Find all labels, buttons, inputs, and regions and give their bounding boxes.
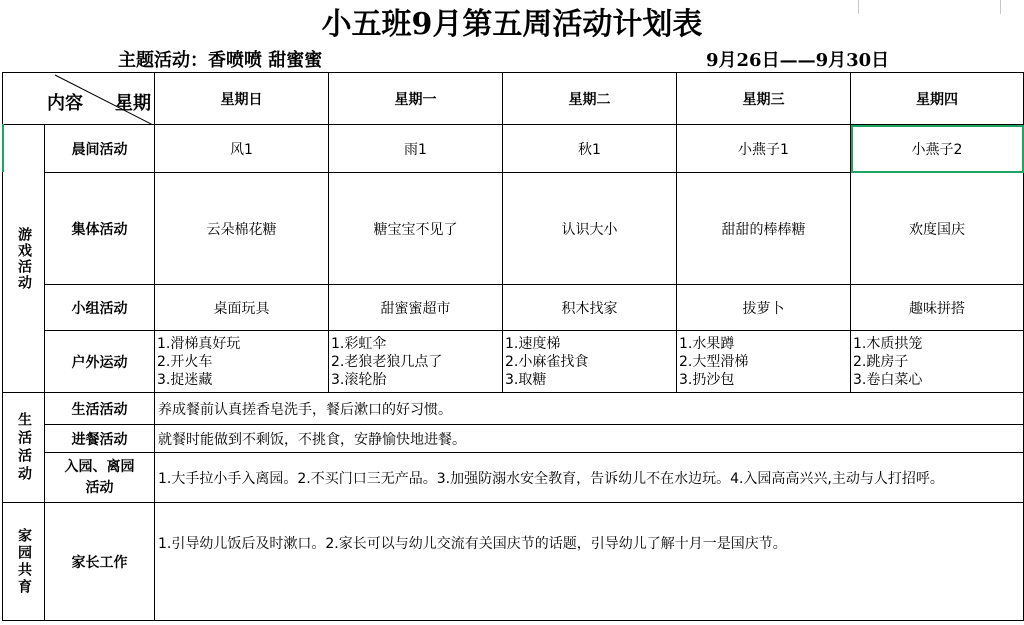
activity-plan-table [2,72,1024,621]
list-item: 3.取糖 [505,371,547,388]
row-label-entry-line: 活动 [85,479,114,496]
section-home-text: 家园共育 [16,527,32,596]
table-cell[interactable]: 拔萝卜 [677,285,851,331]
page-title: 小五班9月第五周活动计划表 [321,7,703,42]
table-cell[interactable]: 雨1 [329,125,503,173]
row-label-group[interactable]: 集体活动 [45,173,155,285]
row-label-meal[interactable]: 进餐活动 [45,425,155,453]
small-group-row [3,285,1024,331]
header-row [3,73,1024,125]
selected-cell[interactable]: 小燕子2 [851,125,1024,173]
home-row [3,503,1024,621]
table-cell[interactable]: 风1 [155,125,329,173]
table-cell[interactable]: 1.大手拉小手入离园。2.不买门口三无产品。3.加强防溺水安全教育，告诉幼儿不在水边玩。4.入园高高兴兴,主动与人打招呼。 [155,453,1024,503]
table-cell[interactable] [851,331,1024,393]
theme-label: 主题活动：香喷喷 甜蜜蜜 [118,50,323,71]
table-cell[interactable]: 1.引导幼儿饭后及时漱口。2.家长可以与幼儿交流有关国庆节的话题，引导幼儿了解十月一是国庆节。 [155,503,1024,621]
day-header[interactable]: 星期四 [851,73,1024,125]
table-cell[interactable] [503,331,677,393]
table-cell[interactable]: 积木找家 [503,285,677,331]
section-game-text: 游戏活动 [16,226,32,291]
list-item: 2.小麻雀找食 [505,353,589,370]
list-item: 2.开火车 [157,353,213,370]
table-cell[interactable] [155,331,329,393]
living-row [3,393,1024,425]
list-item: 2.跳房子 [853,353,909,370]
row-label-outdoor[interactable]: 户外运动 [45,331,155,393]
table-cell[interactable]: 桌面玩具 [155,285,329,331]
table-cell[interactable]: 趣味拼搭 [851,285,1024,331]
table-cell[interactable]: 云朵棉花糖 [155,173,329,285]
corner-header-cell[interactable] [3,73,155,125]
table-cell[interactable]: 秋1 [503,125,677,173]
row-label-living[interactable]: 生活活动 [45,393,155,425]
list-item: 3.滚轮胎 [331,371,387,388]
list-item: 1.彩虹伞 [331,335,387,352]
day-header[interactable]: 星期三 [677,73,851,125]
list-item: 3.卷白菜心 [853,371,923,388]
corner-content-label: 内容 [47,93,83,114]
row-label-parents[interactable]: 家长工作 [45,503,155,621]
row-label-small-group[interactable]: 小组活动 [45,285,155,331]
section-home-label[interactable] [3,503,45,621]
corner-weekday-label: 星期 [115,93,151,114]
table-cell[interactable]: 欢度国庆 [851,173,1024,285]
list-item: 1.水果蹲 [679,335,735,352]
list-item: 3.扔沙包 [679,371,735,388]
list-item: 3.捉迷藏 [157,371,213,388]
list-item: 2.老狼老狼几点了 [331,353,443,370]
outdoor-row [3,331,1024,393]
date-range: 9月26日——9月30日 [706,50,890,71]
section-life-label[interactable] [3,393,45,503]
meal-row [3,425,1024,453]
morning-row [3,125,1024,173]
table-cell[interactable]: 认识大小 [503,173,677,285]
table-cell[interactable]: 小燕子1 [677,125,851,173]
row-label-entry[interactable] [45,453,155,503]
table-cell[interactable] [329,331,503,393]
row-label-morning[interactable]: 晨间活动 [45,125,155,173]
table-cell[interactable]: 甜甜的棒棒糖 [677,173,851,285]
table-cell[interactable]: 就餐时能做到不剩饭，不挑食，安静愉快地进餐。 [155,425,1024,453]
day-header[interactable]: 星期日 [155,73,329,125]
list-item: 1.速度梯 [505,335,561,352]
table-cell[interactable]: 养成餐前认真搓香皂洗手，餐后漱口的好习惯。 [155,393,1024,425]
table-cell[interactable]: 糖宝宝不见了 [329,173,503,285]
section-game-label[interactable] [3,125,45,393]
list-item: 1.木质拱笼 [853,335,923,352]
entry-row [3,453,1024,503]
list-item: 2.大型滑梯 [679,353,749,370]
table-cell[interactable]: 甜蜜蜜超市 [329,285,503,331]
day-header[interactable]: 星期一 [329,73,503,125]
section-life-text: 生活活动 [16,411,32,484]
row-label-entry-line: 入园、离园 [64,458,135,475]
list-item: 1.滑梯真好玩 [157,335,241,352]
table-cell[interactable] [677,331,851,393]
day-header[interactable]: 星期二 [503,73,677,125]
group-row [3,173,1024,285]
row-selection-marker [2,124,4,172]
